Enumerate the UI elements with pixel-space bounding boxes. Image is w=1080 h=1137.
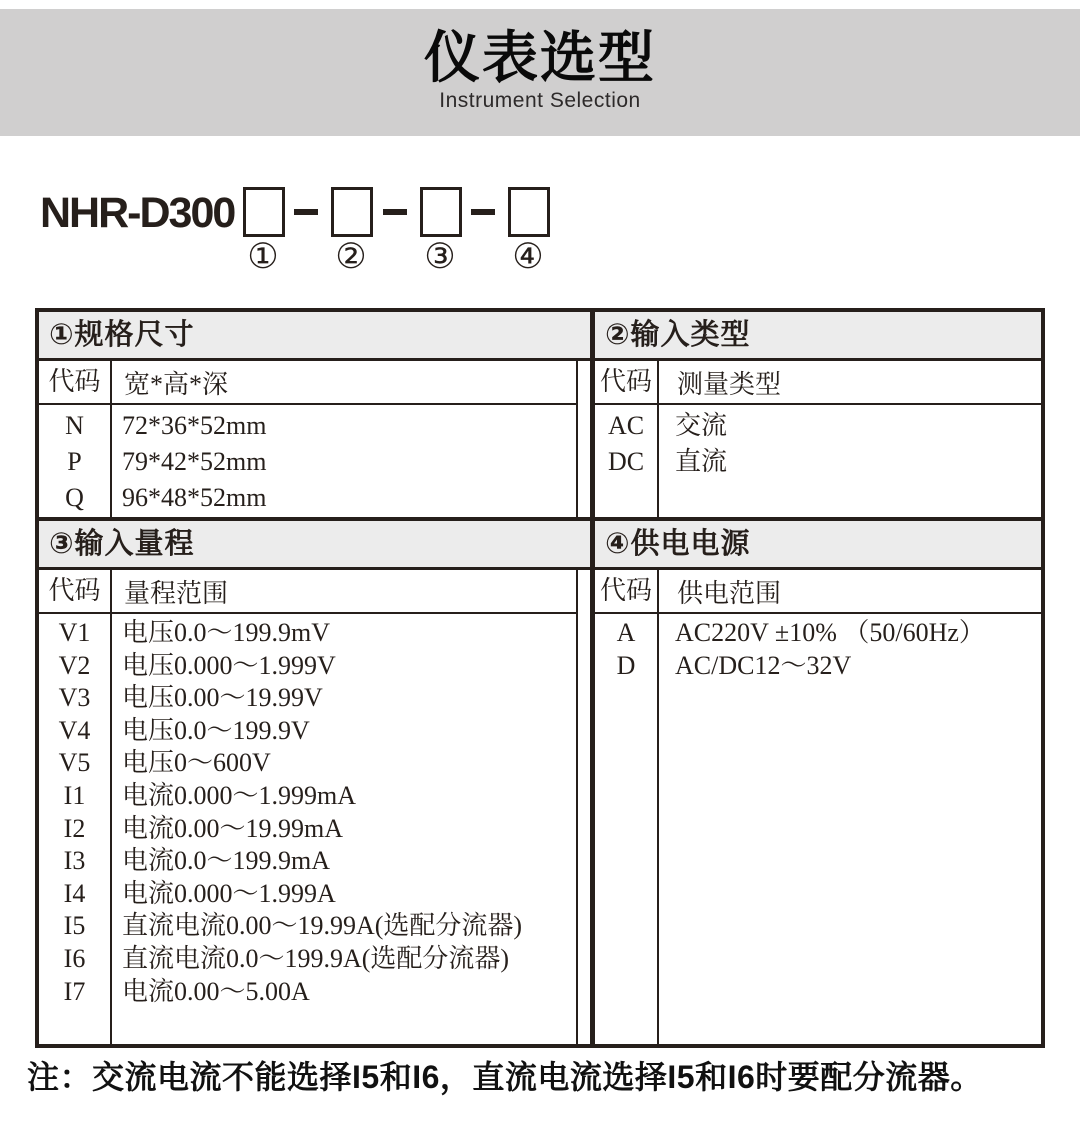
section1-body — [39, 361, 590, 521]
table-row — [39, 780, 576, 813]
row-desc: 交流 — [675, 411, 728, 440]
table-right-half — [595, 312, 1041, 1044]
row-code: V4 — [58, 715, 91, 745]
column-divider — [657, 405, 659, 517]
section2-header: ②输入类型 — [595, 312, 1041, 361]
table-row — [39, 976, 576, 1009]
row-code: I1 — [63, 780, 86, 810]
row-desc: AC220V ±10% （50/60Hz） — [675, 618, 985, 647]
row-code: V1 — [58, 618, 91, 647]
table-row — [39, 444, 576, 480]
row-code: P — [67, 447, 82, 476]
table-row — [39, 943, 576, 976]
table-row — [595, 408, 1041, 444]
position-label-2: ② — [335, 237, 367, 277]
section3-column-headers — [39, 570, 576, 614]
row-desc: 电流0.000～1.999mA — [122, 780, 357, 810]
table-row — [39, 845, 576, 878]
section2-column-headers — [595, 361, 1041, 405]
column-header-desc: 测量类型 — [677, 369, 782, 399]
section3-rows — [39, 614, 576, 1044]
row-desc: 直流电流0.00～19.99A(选配分流器) — [122, 911, 523, 941]
table-row — [595, 617, 1041, 650]
row-desc: 电压0.0～199.9V — [122, 715, 310, 745]
row-desc: AC/DC12～32V — [675, 650, 852, 680]
dash-separator — [471, 209, 495, 215]
row-code: I4 — [63, 878, 86, 908]
row-desc: 电压0.00～19.99V — [122, 683, 323, 713]
row-desc: 直流 — [675, 447, 728, 476]
position-label-4: ④ — [512, 237, 544, 277]
column-header-code: 代码 — [39, 570, 112, 612]
section3-header: ③输入量程 — [39, 521, 590, 570]
table-row — [39, 747, 576, 780]
row-code: D — [616, 650, 636, 680]
page-subtitle: Instrument Selection — [439, 88, 641, 112]
column-header-code: 代码 — [39, 361, 112, 403]
section4-column-headers — [595, 570, 1041, 614]
row-code: DC — [607, 447, 645, 476]
row-desc: 电压0.000～1.999V — [122, 650, 336, 680]
row-code: N — [65, 411, 84, 440]
dash-separator — [383, 209, 407, 215]
position-label-3: ③ — [424, 237, 456, 277]
table-row — [39, 813, 576, 846]
row-desc: 72*36*52mm — [122, 411, 267, 440]
row-desc: 电压0.0～199.9mV — [122, 618, 331, 647]
row-code: I3 — [63, 846, 86, 876]
section1-rows — [39, 405, 576, 517]
row-desc: 直流电流0.0～199.9A(选配分流器) — [122, 943, 510, 973]
row-code: A — [616, 618, 636, 647]
row-desc: 电流0.00～5.00A — [122, 976, 310, 1006]
title-banner — [0, 9, 1080, 136]
column-divider — [110, 405, 112, 517]
table-row — [39, 910, 576, 943]
row-code: V3 — [58, 683, 91, 713]
column-header-code: 代码 — [595, 361, 659, 403]
selection-table — [35, 308, 1045, 1048]
section2-rows — [595, 405, 1041, 517]
section3-body — [39, 570, 590, 1044]
section1-column-headers — [39, 361, 576, 405]
table-row — [39, 715, 576, 748]
page-title: 仪表选型 — [424, 26, 656, 89]
table-row — [39, 650, 576, 683]
column-divider — [110, 614, 112, 1044]
row-code: AC — [607, 411, 645, 440]
row-desc: 96*48*52mm — [122, 483, 267, 512]
model-code-box-4 — [508, 187, 550, 237]
table-row — [39, 878, 576, 911]
column-header-desc: 供电范围 — [677, 578, 782, 608]
row-desc: 电流0.0～199.9mA — [122, 846, 331, 876]
row-desc: 电流0.000～1.999A — [122, 878, 336, 908]
table-row — [39, 617, 576, 650]
row-code: Q — [65, 483, 84, 512]
table-row — [39, 408, 576, 444]
table-row — [595, 650, 1041, 683]
model-code-box-2 — [331, 187, 373, 237]
table-row — [39, 682, 576, 715]
footnote: 注：交流电流不能选择I5和I6，直流电流选择I5和I6时要配分流器。 — [27, 1059, 983, 1095]
model-code-box-1 — [243, 187, 285, 237]
row-code: V2 — [58, 650, 91, 680]
section1-header: ①规格尺寸 — [39, 312, 590, 361]
column-header-desc: 宽*高*深 — [124, 369, 229, 399]
position-label-1: ① — [247, 237, 279, 277]
section4-rows — [595, 614, 1041, 1044]
row-code: I7 — [63, 976, 86, 1006]
row-code: I2 — [63, 813, 86, 843]
table-row — [39, 480, 576, 516]
model-code-box-3 — [420, 187, 462, 237]
section2-body — [595, 361, 1041, 521]
row-code: V5 — [58, 748, 91, 778]
row-code: I6 — [63, 943, 86, 973]
row-desc: 电流0.00～19.99mA — [122, 813, 344, 843]
table-left-half — [39, 312, 595, 1044]
column-header-code: 代码 — [595, 570, 659, 612]
section4-header: ④供电电源 — [595, 521, 1041, 570]
dash-separator — [294, 209, 318, 215]
row-desc: 79*42*52mm — [122, 447, 267, 476]
column-header-desc: 量程范围 — [124, 578, 229, 608]
section4-body — [595, 570, 1041, 1044]
column-divider — [657, 614, 659, 1044]
table-row — [595, 444, 1041, 480]
row-desc: 电压0～600V — [122, 748, 271, 778]
row-code: I5 — [63, 911, 86, 941]
model-number: NHR-D300 — [40, 189, 235, 237]
